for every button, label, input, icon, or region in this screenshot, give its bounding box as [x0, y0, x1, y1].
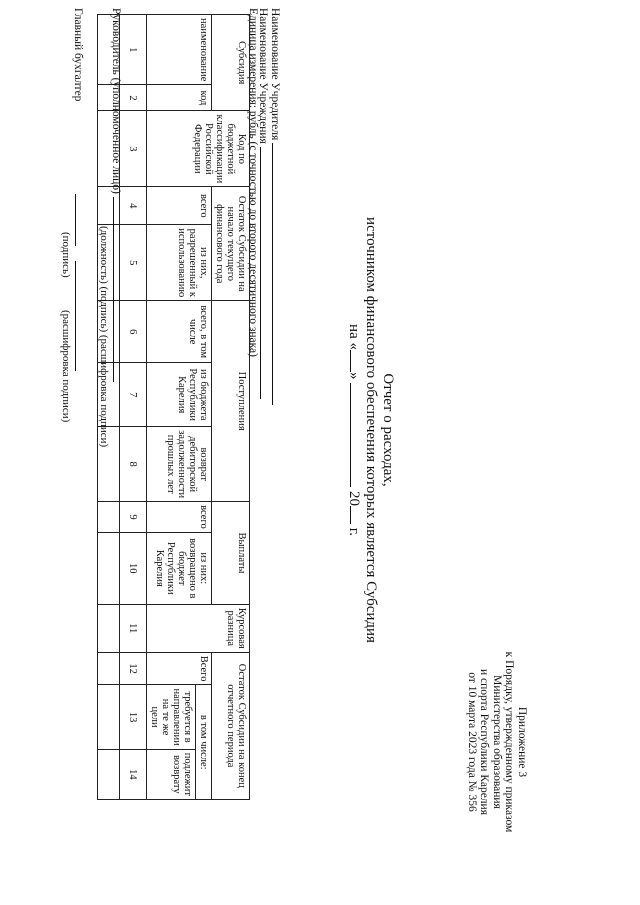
units-label: Единица измерения: рубль (с точностью до второго десятичного знака): [247, 8, 259, 357]
subsidy-name-header: наименование: [147, 15, 212, 85]
founder-blank: [272, 143, 283, 405]
accountant-decode-caption: (расшифровка подписи): [60, 310, 72, 423]
accountant-sign-line: [75, 194, 87, 246]
period-year: 20: [346, 490, 362, 506]
appendix-line: Приложение 3: [516, 706, 528, 778]
accountant-signature-row: [71, 8, 87, 371]
table-cell: [98, 652, 120, 685]
column-number: 2: [120, 85, 147, 111]
column-number: 14: [120, 749, 147, 799]
opening-allowed-header: из них, разрешенный к использованию: [147, 225, 212, 301]
opening-balance-header: Остаток Субсидии на начало текущего финансового года: [212, 187, 250, 301]
report-title: [345, 180, 396, 680]
accountant-label: Главный бухгалтер: [72, 8, 84, 102]
closing-needed-header: требуется в направлении на те же цели: [147, 685, 196, 749]
table-cell: [98, 749, 120, 799]
head-caption: (должность) (подпись) (расшифровка подписи): [98, 226, 110, 448]
column-number: 1: [120, 15, 147, 85]
appendix-line: от 10 марта 2023 года № 356: [466, 672, 478, 812]
closing-total-header: Всего: [147, 652, 212, 685]
day-blank: [350, 350, 363, 372]
column-number: 3: [120, 111, 147, 187]
receipts-header: Поступления: [212, 301, 250, 502]
closing-including-header: в том числе:: [196, 685, 212, 800]
column-number: 7: [120, 363, 147, 427]
closing-return-header: подлежит возврату: [147, 749, 196, 799]
institution-row: [259, 8, 271, 405]
period-suffix: г.: [346, 527, 362, 536]
column-number: 4: [120, 187, 147, 225]
report-meta: [247, 8, 283, 405]
founder-label: Наименование Учредителя: [269, 8, 281, 141]
title-line-2: источником финансового обеспечения которых является Субсидия: [363, 217, 380, 643]
appendix-line: и спорта Республики Карелия: [478, 668, 491, 815]
head-signature-line: [113, 197, 125, 382]
accountant-sign-caption: (подпись): [60, 232, 72, 278]
appendix-note: [466, 622, 529, 862]
column-number: 12: [120, 652, 147, 685]
column-number: 6: [120, 301, 147, 363]
column-number: 13: [120, 685, 147, 749]
receipts-total-header: всего, в том числе: [147, 301, 212, 363]
column-number: 10: [120, 532, 147, 604]
header-row: [212, 15, 250, 800]
period-prefix: на «: [346, 324, 362, 350]
receipts-debt-header: возврат дебиторской задолженности прошлых лет: [147, 427, 212, 502]
appendix-line: к Порядку, утвержденному приказом: [503, 651, 516, 833]
head-label: Руководитель (уполномоченное лицо): [110, 8, 122, 194]
founder-row: [271, 8, 283, 405]
closing-balance-header: Остаток Субсидии на конец отчетного периода: [212, 652, 250, 799]
column-number: 11: [120, 604, 147, 652]
fx-difference-header: Курсовая разница: [147, 604, 250, 652]
appendix-line: Министерства образования: [491, 675, 503, 809]
year-blank: [350, 506, 363, 524]
column-number: 5: [120, 225, 147, 301]
payments-returned-header: из них: возвращено в бюджет Республики Карелия: [147, 532, 212, 604]
payments-header: Выплаты: [212, 502, 250, 605]
table-cell: [98, 685, 120, 749]
opening-total-header: всего: [147, 187, 212, 225]
accountant-decode-line: [75, 261, 87, 371]
payments-total-header: всего: [147, 502, 212, 533]
receipts-budget-header: из бюджета Республики Карелия: [147, 363, 212, 427]
period-mid: »: [346, 371, 362, 380]
institution-blank: [260, 147, 271, 399]
subsidy-header: Субсидия: [212, 15, 250, 111]
column-number: 9: [120, 502, 147, 533]
table-cell: [98, 604, 120, 652]
column-number: 8: [120, 427, 147, 502]
head-signature-row: [109, 8, 125, 382]
signature-block: [15, 8, 125, 568]
subsidy-code-header: код: [147, 85, 212, 111]
report-period: [345, 180, 363, 680]
budget-code-header: Код по бюджетной классификации Российской Федерации: [147, 111, 250, 187]
institution-label: Наименование Учреждения: [257, 8, 269, 144]
month-blank: [350, 383, 363, 487]
title-line-1: Отчет о расходах,: [380, 373, 396, 487]
